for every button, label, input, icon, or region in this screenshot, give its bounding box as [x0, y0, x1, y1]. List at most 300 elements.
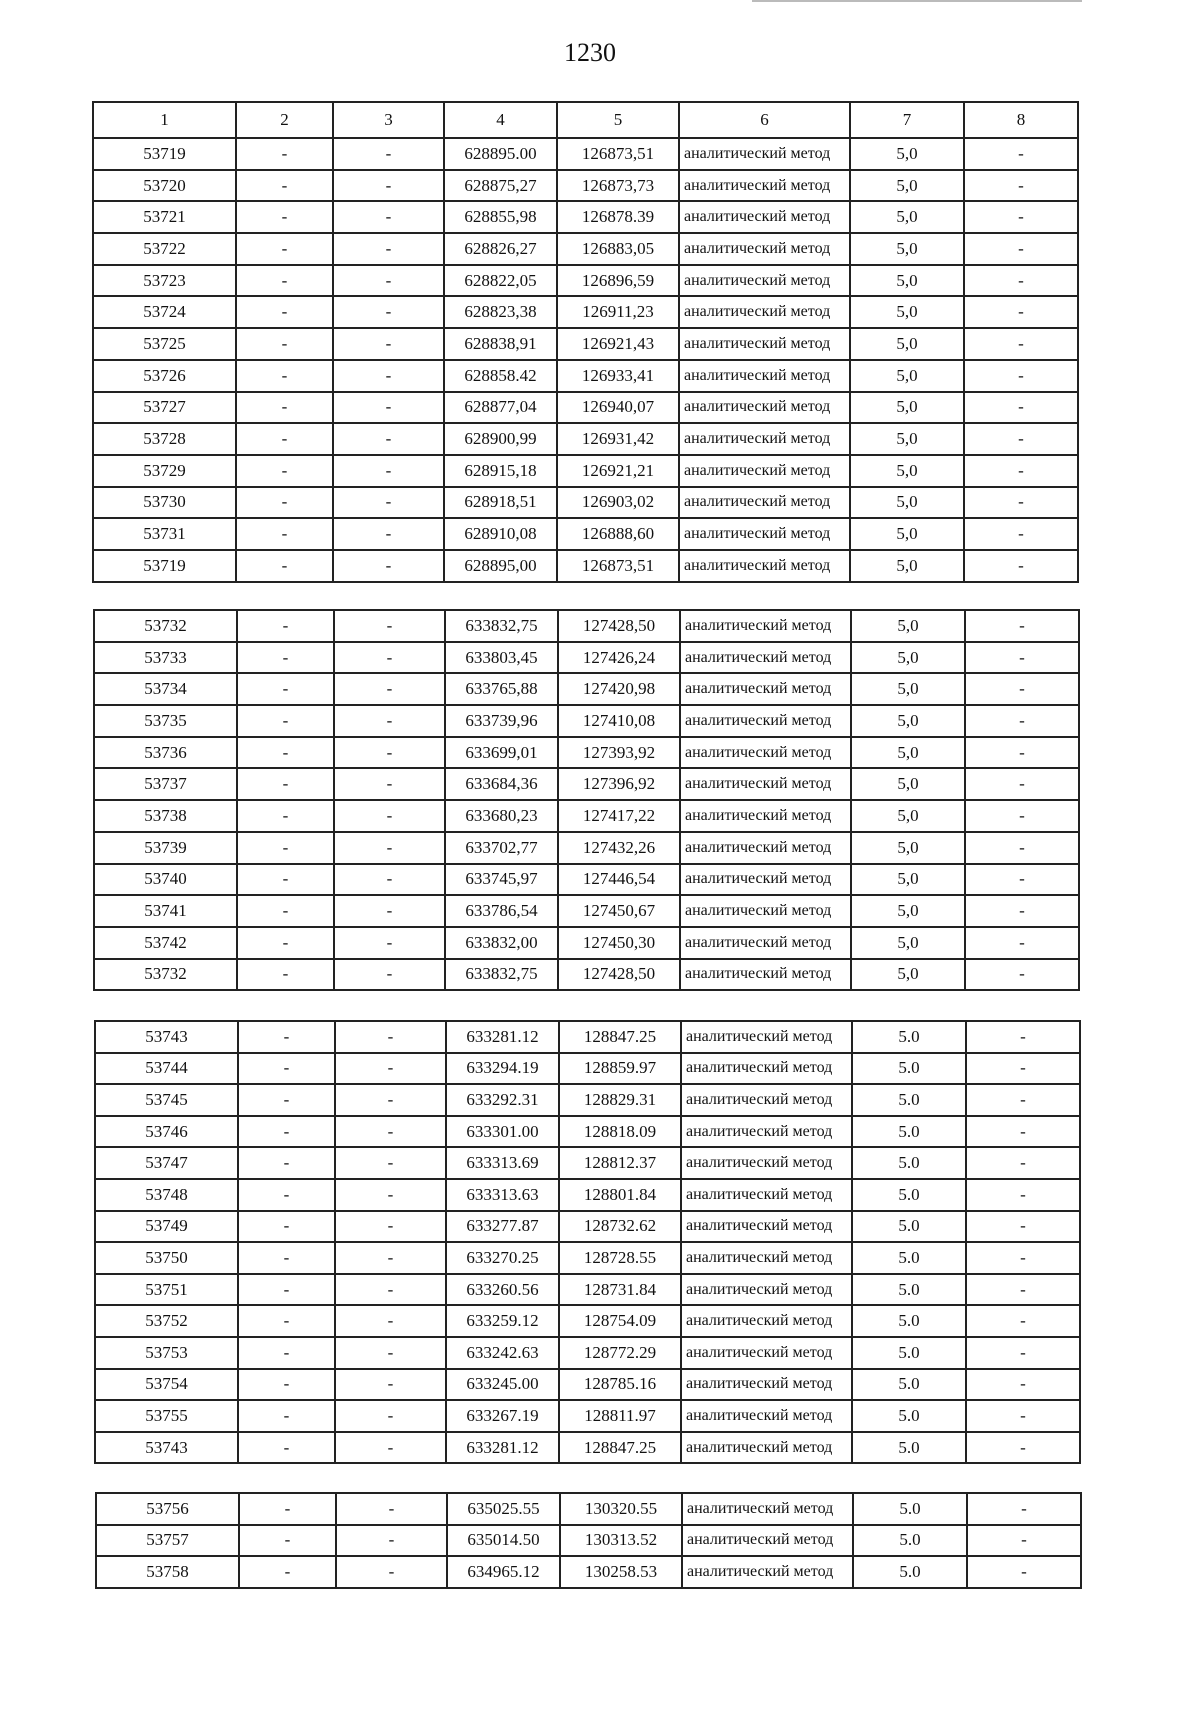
method-cell: аналитический метод	[679, 265, 850, 297]
col-2-cell: -	[236, 550, 333, 582]
point-number-cell: 53727	[93, 392, 236, 424]
coord-x-cell: 633267.19	[446, 1400, 559, 1432]
point-number-cell: 53723	[93, 265, 236, 297]
coord-y-cell: 128731.84	[559, 1274, 681, 1306]
col-8-cell: -	[966, 1147, 1080, 1179]
col-3-cell: -	[334, 927, 445, 959]
coord-x-cell: 633281.12	[446, 1432, 559, 1464]
col-2-cell: -	[239, 1525, 336, 1557]
table-row	[93, 138, 1078, 170]
accuracy-cell: 5.0	[852, 1021, 966, 1053]
method-cell: аналитический метод	[681, 1305, 852, 1337]
table-row	[95, 1274, 1080, 1306]
header-cell-3: 3	[333, 102, 444, 138]
method-cell: аналитический метод	[679, 201, 850, 233]
table-row	[95, 1432, 1080, 1464]
point-number-cell: 53738	[94, 800, 237, 832]
coord-x-cell: 628858.42	[444, 360, 557, 392]
coord-x-cell: 628826,27	[444, 233, 557, 265]
method-cell: аналитический метод	[679, 550, 850, 582]
table-row	[93, 487, 1078, 519]
coord-x-cell: 633260.56	[446, 1274, 559, 1306]
method-cell: аналитический метод	[680, 959, 851, 991]
col-2-cell: -	[238, 1147, 335, 1179]
method-cell: аналитический метод	[681, 1021, 852, 1053]
col-3-cell: -	[335, 1053, 446, 1085]
table-row	[93, 392, 1078, 424]
coord-y-cell: 126903,02	[557, 487, 679, 519]
col-3-cell: -	[335, 1242, 446, 1274]
coord-y-cell: 128754.09	[559, 1305, 681, 1337]
accuracy-cell: 5.0	[852, 1053, 966, 1085]
coord-y-cell: 130258.53	[560, 1556, 682, 1588]
col-8-cell: -	[967, 1556, 1081, 1588]
header-cell-7: 7	[850, 102, 964, 138]
point-number-cell: 53728	[93, 423, 236, 455]
col-8-cell: -	[964, 360, 1078, 392]
col-2-cell: -	[237, 927, 334, 959]
method-cell: аналитический метод	[679, 423, 850, 455]
col-2-cell: -	[238, 1432, 335, 1464]
method-cell: аналитический метод	[681, 1211, 852, 1243]
col-2-cell: -	[238, 1305, 335, 1337]
coord-x-cell: 633699,01	[445, 737, 558, 769]
accuracy-cell: 5.0	[852, 1116, 966, 1148]
method-cell: аналитический метод	[681, 1147, 852, 1179]
header-cell-1: 1	[93, 102, 236, 138]
accuracy-cell: 5,0	[851, 800, 965, 832]
col-8-cell: -	[966, 1274, 1080, 1306]
method-cell: аналитический метод	[680, 800, 851, 832]
coord-y-cell: 130313.52	[560, 1525, 682, 1557]
col-3-cell: -	[335, 1274, 446, 1306]
col-3-cell: -	[333, 328, 444, 360]
coord-x-cell: 635025.55	[447, 1493, 560, 1525]
col-3-cell: -	[333, 423, 444, 455]
coord-x-cell: 628895.00	[444, 138, 557, 170]
col-3-cell: -	[334, 864, 445, 896]
col-3-cell: -	[333, 392, 444, 424]
coord-y-cell: 126873,73	[557, 170, 679, 202]
col-8-cell: -	[965, 737, 1079, 769]
point-number-cell: 53750	[95, 1242, 238, 1274]
coord-x-cell: 633739,96	[445, 705, 558, 737]
col-8-cell: -	[965, 927, 1079, 959]
col-8-cell: -	[964, 201, 1078, 233]
col-8-cell: -	[966, 1337, 1080, 1369]
point-number-cell: 53754	[95, 1369, 238, 1401]
method-cell: аналитический метод	[680, 642, 851, 674]
table-row	[95, 1147, 1080, 1179]
method-cell: аналитический метод	[680, 864, 851, 896]
accuracy-cell: 5,0	[850, 296, 964, 328]
point-number-cell: 53729	[93, 455, 236, 487]
accuracy-cell: 5.0	[853, 1556, 967, 1588]
accuracy-cell: 5,0	[850, 487, 964, 519]
method-cell: аналитический метод	[681, 1400, 852, 1432]
coordinates-table-block-3	[94, 1020, 1081, 1464]
table-row	[95, 1116, 1080, 1148]
col-8-cell: -	[966, 1242, 1080, 1274]
col-2-cell: -	[237, 642, 334, 674]
col-2-cell: -	[237, 768, 334, 800]
coord-y-cell: 126883,05	[557, 233, 679, 265]
header-cell-6: 6	[679, 102, 850, 138]
accuracy-cell: 5.0	[852, 1084, 966, 1116]
col-8-cell: -	[966, 1179, 1080, 1211]
coord-x-cell: 633832,75	[445, 610, 558, 642]
col-8-cell: -	[964, 423, 1078, 455]
col-2-cell: -	[237, 737, 334, 769]
table-row	[93, 455, 1078, 487]
coord-y-cell: 130320.55	[560, 1493, 682, 1525]
col-3-cell: -	[334, 895, 445, 927]
col-8-cell: -	[964, 550, 1078, 582]
accuracy-cell: 5,0	[850, 265, 964, 297]
col-3-cell: -	[335, 1369, 446, 1401]
point-number-cell: 53743	[95, 1432, 238, 1464]
table-row	[95, 1179, 1080, 1211]
col-8-cell: -	[966, 1021, 1080, 1053]
table-row	[94, 927, 1079, 959]
table-row	[95, 1242, 1080, 1274]
coord-x-cell: 628855,98	[444, 201, 557, 233]
col-3-cell: -	[334, 673, 445, 705]
table-row	[94, 673, 1079, 705]
coord-y-cell: 128859.97	[559, 1053, 681, 1085]
method-cell: аналитический метод	[681, 1432, 852, 1464]
accuracy-cell: 5.0	[852, 1274, 966, 1306]
point-number-cell: 53737	[94, 768, 237, 800]
col-8-cell: -	[966, 1211, 1080, 1243]
point-number-cell: 53752	[95, 1305, 238, 1337]
point-number-cell: 53751	[95, 1274, 238, 1306]
coord-x-cell: 633270.25	[446, 1242, 559, 1274]
coord-y-cell: 127396,92	[558, 768, 680, 800]
col-8-cell: -	[964, 487, 1078, 519]
table-row	[94, 768, 1079, 800]
coord-y-cell: 127393,92	[558, 737, 680, 769]
col-8-cell: -	[964, 455, 1078, 487]
coord-y-cell: 126933,41	[557, 360, 679, 392]
col-2-cell: -	[238, 1369, 335, 1401]
point-number-cell: 53722	[93, 233, 236, 265]
point-number-cell: 53740	[94, 864, 237, 896]
coord-x-cell: 628918,51	[444, 487, 557, 519]
point-number-cell: 53726	[93, 360, 236, 392]
col-3-cell: -	[333, 170, 444, 202]
accuracy-cell: 5.0	[852, 1242, 966, 1274]
coord-y-cell: 126940,07	[557, 392, 679, 424]
table-row	[93, 518, 1078, 550]
coord-x-cell: 633765,88	[445, 673, 558, 705]
accuracy-cell: 5.0	[852, 1400, 966, 1432]
col-2-cell: -	[236, 360, 333, 392]
method-cell: аналитический метод	[682, 1493, 853, 1525]
point-number-cell: 53732	[94, 959, 237, 991]
table-row	[93, 201, 1078, 233]
accuracy-cell: 5.0	[852, 1179, 966, 1211]
table-row	[93, 360, 1078, 392]
accuracy-cell: 5,0	[851, 642, 965, 674]
accuracy-cell: 5,0	[851, 927, 965, 959]
coord-y-cell: 127450,30	[558, 927, 680, 959]
col-8-cell: -	[965, 832, 1079, 864]
col-8-cell: -	[964, 392, 1078, 424]
method-cell: аналитический метод	[679, 360, 850, 392]
point-number-cell: 53739	[94, 832, 237, 864]
table-row	[93, 296, 1078, 328]
point-number-cell: 53756	[96, 1493, 239, 1525]
table-row	[93, 233, 1078, 265]
point-number-cell: 53744	[95, 1053, 238, 1085]
accuracy-cell: 5.0	[853, 1493, 967, 1525]
coord-y-cell: 126896,59	[557, 265, 679, 297]
col-2-cell: -	[236, 423, 333, 455]
coord-x-cell: 628877,04	[444, 392, 557, 424]
header-cell-2: 2	[236, 102, 333, 138]
col-2-cell: -	[237, 610, 334, 642]
coord-y-cell: 127450,67	[558, 895, 680, 927]
accuracy-cell: 5.0	[852, 1305, 966, 1337]
coordinates-table-block-2	[93, 609, 1080, 991]
col-3-cell: -	[335, 1400, 446, 1432]
col-8-cell: -	[965, 673, 1079, 705]
col-8-cell: -	[964, 233, 1078, 265]
accuracy-cell: 5,0	[850, 138, 964, 170]
col-3-cell: -	[335, 1179, 446, 1211]
method-cell: аналитический метод	[679, 170, 850, 202]
col-8-cell: -	[966, 1116, 1080, 1148]
table-row	[94, 737, 1079, 769]
method-cell: аналитический метод	[679, 233, 850, 265]
coord-x-cell: 628910,08	[444, 518, 557, 550]
accuracy-cell: 5.0	[852, 1211, 966, 1243]
table-row	[93, 550, 1078, 582]
coord-y-cell: 128772.29	[559, 1337, 681, 1369]
col-2-cell: -	[239, 1556, 336, 1588]
point-number-cell: 53734	[94, 673, 237, 705]
col-2-cell: -	[237, 895, 334, 927]
table-row	[94, 895, 1079, 927]
accuracy-cell: 5,0	[850, 233, 964, 265]
coord-y-cell: 128847.25	[559, 1021, 681, 1053]
accuracy-cell: 5,0	[851, 737, 965, 769]
accuracy-cell: 5,0	[850, 328, 964, 360]
coord-x-cell: 634965.12	[447, 1556, 560, 1588]
method-cell: аналитический метод	[682, 1556, 853, 1588]
method-cell: аналитический метод	[679, 518, 850, 550]
table-header-row	[93, 102, 1078, 138]
coord-x-cell: 633684,36	[445, 768, 558, 800]
coord-y-cell: 127426,24	[558, 642, 680, 674]
accuracy-cell: 5,0	[850, 550, 964, 582]
col-3-cell: -	[333, 550, 444, 582]
point-number-cell: 53731	[93, 518, 236, 550]
table-row	[94, 800, 1079, 832]
col-3-cell: -	[335, 1021, 446, 1053]
coord-x-cell: 633242.63	[446, 1337, 559, 1369]
accuracy-cell: 5.0	[853, 1525, 967, 1557]
coord-x-cell: 628838,91	[444, 328, 557, 360]
table-row	[93, 423, 1078, 455]
method-cell: аналитический метод	[681, 1242, 852, 1274]
point-number-cell: 53736	[94, 737, 237, 769]
coord-x-cell: 633786,54	[445, 895, 558, 927]
accuracy-cell: 5,0	[850, 423, 964, 455]
col-8-cell: -	[966, 1084, 1080, 1116]
coord-x-cell: 633281.12	[446, 1021, 559, 1053]
col-3-cell: -	[333, 265, 444, 297]
table-row	[95, 1337, 1080, 1369]
col-2-cell: -	[238, 1116, 335, 1148]
coord-y-cell: 126921,21	[557, 455, 679, 487]
col-8-cell: -	[967, 1525, 1081, 1557]
point-number-cell: 53746	[95, 1116, 238, 1148]
col-3-cell: -	[334, 737, 445, 769]
col-3-cell: -	[334, 705, 445, 737]
method-cell: аналитический метод	[681, 1337, 852, 1369]
col-8-cell: -	[965, 800, 1079, 832]
col-8-cell: -	[966, 1400, 1080, 1432]
accuracy-cell: 5,0	[850, 360, 964, 392]
col-2-cell: -	[238, 1400, 335, 1432]
coord-x-cell: 633745,97	[445, 864, 558, 896]
point-number-cell: 53719	[93, 138, 236, 170]
method-cell: аналитический метод	[679, 455, 850, 487]
col-2-cell: -	[237, 864, 334, 896]
coord-y-cell: 127428,50	[558, 959, 680, 991]
accuracy-cell: 5,0	[851, 959, 965, 991]
coord-x-cell: 635014.50	[447, 1525, 560, 1557]
coord-y-cell: 126911,23	[557, 296, 679, 328]
col-3-cell: -	[334, 959, 445, 991]
accuracy-cell: 5,0	[850, 201, 964, 233]
col-3-cell: -	[335, 1337, 446, 1369]
table-row	[93, 170, 1078, 202]
coord-x-cell: 633277.87	[446, 1211, 559, 1243]
point-number-cell: 53730	[93, 487, 236, 519]
method-cell: аналитический метод	[679, 487, 850, 519]
table-row	[96, 1493, 1081, 1525]
col-2-cell: -	[238, 1084, 335, 1116]
coord-x-cell: 633245.00	[446, 1369, 559, 1401]
col-2-cell: -	[237, 800, 334, 832]
coord-y-cell: 127420,98	[558, 673, 680, 705]
col-2-cell: -	[237, 959, 334, 991]
col-2-cell: -	[236, 265, 333, 297]
col-8-cell: -	[966, 1305, 1080, 1337]
coord-x-cell: 628915,18	[444, 455, 557, 487]
table-row	[95, 1053, 1080, 1085]
point-number-cell: 53757	[96, 1525, 239, 1557]
coordinates-table-block-4	[95, 1492, 1082, 1589]
col-8-cell: -	[964, 170, 1078, 202]
col-3-cell: -	[334, 832, 445, 864]
point-number-cell: 53745	[95, 1084, 238, 1116]
col-8-cell: -	[964, 328, 1078, 360]
col-2-cell: -	[236, 518, 333, 550]
coord-y-cell: 128847.25	[559, 1432, 681, 1464]
table-row	[96, 1525, 1081, 1557]
coord-y-cell: 127428,50	[558, 610, 680, 642]
header-cell-8: 8	[964, 102, 1078, 138]
coord-x-cell: 628900,99	[444, 423, 557, 455]
col-3-cell: -	[335, 1116, 446, 1148]
accuracy-cell: 5,0	[851, 832, 965, 864]
page-number: 1230	[564, 38, 616, 67]
coord-y-cell: 126878.39	[557, 201, 679, 233]
header-cell-4: 4	[444, 102, 557, 138]
coord-x-cell: 633803,45	[445, 642, 558, 674]
point-number-cell: 53749	[95, 1211, 238, 1243]
point-number-cell: 53735	[94, 705, 237, 737]
col-2-cell: -	[236, 201, 333, 233]
coord-x-cell: 633832,75	[445, 959, 558, 991]
accuracy-cell: 5,0	[850, 392, 964, 424]
point-number-cell: 53747	[95, 1147, 238, 1179]
accuracy-cell: 5.0	[852, 1369, 966, 1401]
method-cell: аналитический метод	[680, 832, 851, 864]
table-row	[95, 1305, 1080, 1337]
col-3-cell: -	[334, 610, 445, 642]
coord-x-cell: 633292.31	[446, 1084, 559, 1116]
table-row	[93, 265, 1078, 297]
col-3-cell: -	[333, 518, 444, 550]
accuracy-cell: 5,0	[851, 673, 965, 705]
coord-y-cell: 128732.62	[559, 1211, 681, 1243]
method-cell: аналитический метод	[679, 296, 850, 328]
col-3-cell: -	[333, 296, 444, 328]
point-number-cell: 53743	[95, 1021, 238, 1053]
col-3-cell: -	[333, 138, 444, 170]
method-cell: аналитический метод	[680, 768, 851, 800]
method-cell: аналитический метод	[680, 737, 851, 769]
col-8-cell: -	[966, 1369, 1080, 1401]
method-cell: аналитический метод	[679, 392, 850, 424]
col-2-cell: -	[236, 233, 333, 265]
method-cell: аналитический метод	[681, 1274, 852, 1306]
method-cell: аналитический метод	[681, 1369, 852, 1401]
accuracy-cell: 5.0	[852, 1337, 966, 1369]
col-2-cell: -	[236, 392, 333, 424]
table-row	[95, 1369, 1080, 1401]
coord-x-cell: 633702,77	[445, 832, 558, 864]
table-row	[96, 1556, 1081, 1588]
point-number-cell: 53741	[94, 895, 237, 927]
coord-y-cell: 126873,51	[557, 550, 679, 582]
coord-y-cell: 128812.37	[559, 1147, 681, 1179]
col-8-cell: -	[964, 265, 1078, 297]
coord-y-cell: 126888,60	[557, 518, 679, 550]
coord-y-cell: 128785.16	[559, 1369, 681, 1401]
col-8-cell: -	[965, 610, 1079, 642]
col-2-cell: -	[237, 705, 334, 737]
coord-x-cell: 633313.63	[446, 1179, 559, 1211]
col-8-cell: -	[964, 296, 1078, 328]
method-cell: аналитический метод	[681, 1084, 852, 1116]
point-number-cell: 53742	[94, 927, 237, 959]
coord-x-cell: 633313.69	[446, 1147, 559, 1179]
method-cell: аналитический метод	[679, 328, 850, 360]
col-3-cell: -	[335, 1211, 446, 1243]
table-row	[95, 1400, 1080, 1432]
col-2-cell: -	[238, 1337, 335, 1369]
table-row	[94, 832, 1079, 864]
col-2-cell: -	[236, 487, 333, 519]
col-2-cell: -	[238, 1274, 335, 1306]
coord-x-cell: 628823,38	[444, 296, 557, 328]
